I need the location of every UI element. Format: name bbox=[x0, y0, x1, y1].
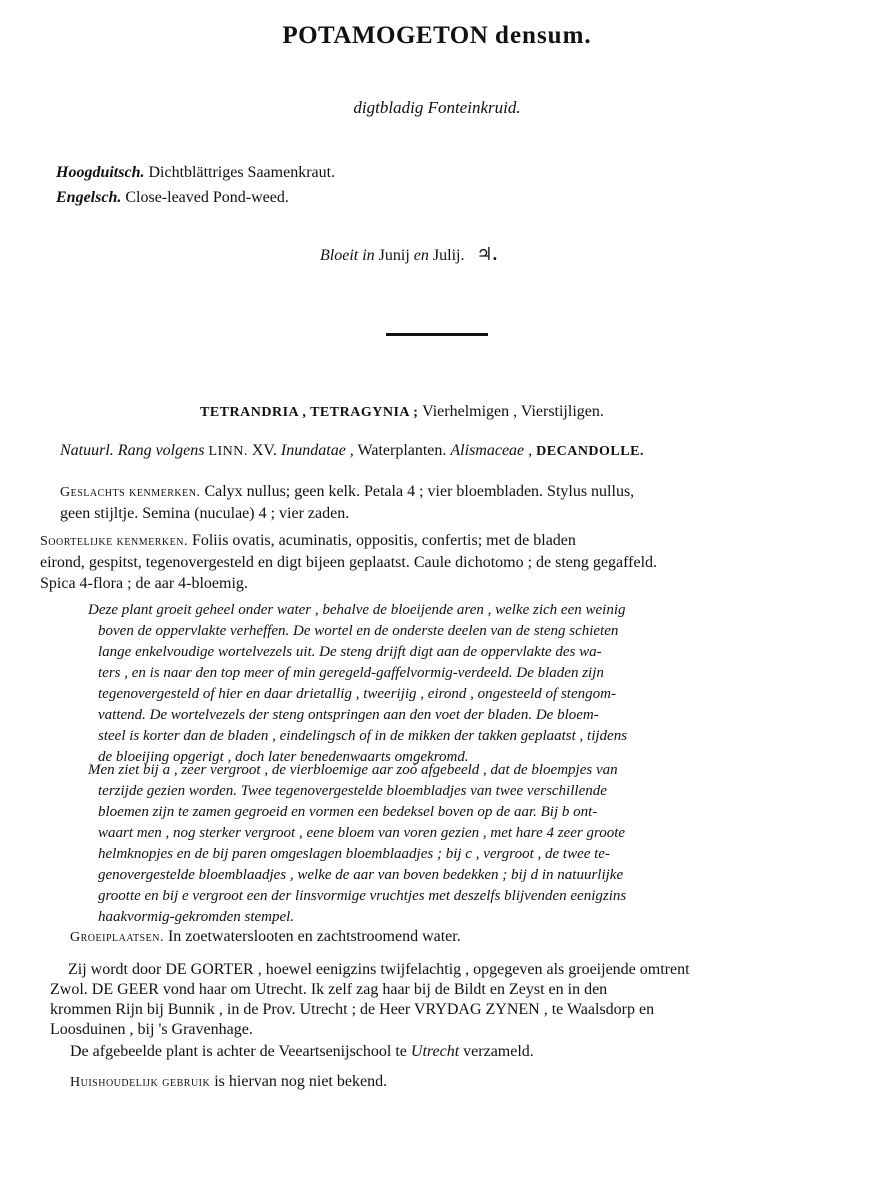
desc-line: grootte en bij e vergroot een der linsvormige vruchtjes met deszelfs blijvenden eenigzins bbox=[98, 888, 627, 904]
family-name: Alismaceae , bbox=[450, 442, 533, 459]
page-title bbox=[0, 22, 874, 50]
genus-line-1 bbox=[60, 481, 844, 503]
genus-characters bbox=[60, 481, 844, 524]
desc-line: genovergestelde bloemblaadjes , welke de aar van boven bedekken ; bij d in natuurlijke bbox=[98, 867, 624, 883]
vernacular-names bbox=[56, 160, 335, 210]
class-dutch: Vierhelmigen , Vierstijligen. bbox=[422, 403, 604, 420]
bloom-word: Bloeit bbox=[320, 247, 359, 264]
desc-line: boven de oppervlakte verheffen. De wortel en de onderste deelen van de steng schieten bbox=[98, 623, 619, 639]
bloom-word: in bbox=[362, 247, 375, 264]
desc-line: Deze plant groeit geheel onder water , behalve de bloeijende aren , welke zich een weinig bbox=[88, 602, 626, 618]
uses-text: is hiervan nog niet bekend. bbox=[214, 1073, 388, 1090]
dutch-name: digtbladig Fonteinkruid. bbox=[353, 98, 521, 117]
class-latin: TETRANDRIA , TETRAGYNIA ; bbox=[200, 405, 419, 420]
locality-line: Zij wordt door DE GORTER , hoewel eenigzins twijfelachtig , opgegeven als groeijende omtrent bbox=[68, 961, 690, 978]
species-line-3: Spica 4-flora ; de aar 4-bloemig. bbox=[40, 575, 248, 592]
description-paragraph-1 bbox=[88, 600, 844, 768]
specimen-note bbox=[70, 1043, 534, 1061]
desc-line: terzijde gezien worden. Twee tegenovergestelde bloembladjes van twee verschillende bbox=[98, 783, 607, 799]
desc-line: haakvormig-gekromden stempel. bbox=[98, 909, 295, 925]
author-decandolle: DECANDOLLE. bbox=[536, 444, 644, 459]
perennial-symbol: ♃. bbox=[476, 244, 498, 264]
species-text: Foliis ovatis, acuminatis, oppositis, confertis; met de bladen bbox=[191, 532, 576, 549]
bloom-month: Junij bbox=[378, 247, 410, 264]
economic-use bbox=[70, 1073, 387, 1091]
desc-line: tegenovergesteld of hier en daar drietallig , tweerijig , eirond , ongesteeld of stengom- bbox=[98, 686, 616, 702]
title-genus: POTAMOGETON bbox=[282, 22, 489, 49]
desc-line: vattend. De wortelvezels der steng ontspringen aan den voet der bladen. De bloem- bbox=[98, 707, 599, 723]
specimen-text: verzameld. bbox=[463, 1043, 534, 1060]
order-number: XV. bbox=[251, 442, 277, 459]
vernacular-name: Close-leaved Pond-weed. bbox=[125, 189, 289, 206]
description-paragraph-2 bbox=[88, 760, 844, 928]
desc-line: de bloeijing opgerigt , doch later benedenwaarts omgekromd. bbox=[98, 749, 469, 765]
flowering-time bbox=[320, 244, 497, 265]
vernacular-english bbox=[56, 185, 335, 210]
desc-line: bloemen zijn te zamen gegroeid en vormen een bedeksel boven op de aar. Bij b ont- bbox=[98, 804, 598, 820]
vernacular-name: Dichtblättriges Saamenkraut. bbox=[148, 164, 336, 181]
title-species: densum. bbox=[495, 22, 592, 49]
habitat-heading: Groeiplaatsen. bbox=[70, 930, 164, 945]
desc-line: lange enkelvoudige wortelvezels uit. De steng drijft digt aan de oppervlakte des wa- bbox=[98, 644, 602, 660]
specimen-place: Utrecht bbox=[410, 1043, 460, 1060]
species-line-1 bbox=[40, 530, 844, 552]
locality bbox=[50, 960, 844, 1040]
habitat-text: In zoetwaterslooten en zachtstroomend water. bbox=[167, 928, 461, 945]
linnaean-class bbox=[200, 403, 604, 421]
desc-line: waart men , nog sterker vergroot , eene bloem van voren gezien , met hare 4 zeer groote bbox=[98, 825, 626, 841]
locality-line: krommen Rijn bij Bunnik , in de Prov. Utrecht ; de Heer VRYDAG ZYNEN , te Waalsdorp en bbox=[50, 1001, 655, 1018]
author-linn: LINN. bbox=[208, 444, 248, 459]
uses-heading: Huishoudelijk gebruik bbox=[70, 1075, 211, 1090]
locality-line: Zwol. DE GEER vond haar om Utrecht. Ik zelf zag haar bij de Bildt en Zeyst en in den bbox=[50, 981, 608, 998]
species-line-2: eirond, gespitst, tegenovergesteld en digt bijeen geplaatst. Caule dichotomo ; de steng gegaffeld. bbox=[40, 554, 658, 571]
genus-text: Calyx nullus; geen kelk. Petala 4 ; vier bloembladen. Stylus nullus, bbox=[204, 483, 635, 500]
genus-heading: Geslachts kenmerken. bbox=[60, 485, 201, 500]
specimen-text: De afgebeelde plant is achter de Veeartsenijschool te bbox=[70, 1043, 407, 1060]
lang-label: Hoogduitsch. bbox=[56, 164, 145, 181]
order-dutch: Waterplanten. bbox=[357, 442, 447, 459]
lang-label: Engelsch. bbox=[56, 189, 122, 206]
locality-line: Loosduinen , bij 's Gravenhage. bbox=[50, 1021, 253, 1038]
desc-line: ters , en is naar den top meer of min geregeld-gaffelvormig-verdeeld. De bladen zijn bbox=[98, 665, 604, 681]
habitat bbox=[70, 928, 461, 946]
desc-line: steel is korter dan de bladen , eindelingsch of in de mikken der takken geplaatst , tijdens bbox=[98, 728, 628, 744]
species-heading: Soortelijke kenmerken. bbox=[40, 534, 188, 549]
genus-line-2: geen stijltje. Semina (nuculae) 4 ; vier zaden. bbox=[60, 505, 350, 522]
natural-order bbox=[60, 442, 644, 460]
desc-line: Men ziet bij a , zeer vergroot , de vierbloemige aar zoó afgebeeld , dat de bloempjes van bbox=[88, 762, 618, 778]
order-latin: Inundatae , bbox=[280, 442, 354, 459]
order-prefix: Natuurl. Rang volgens bbox=[60, 442, 205, 459]
bloom-word: en bbox=[413, 247, 429, 264]
vernacular-german bbox=[56, 160, 335, 185]
bloom-month: Julij. bbox=[432, 247, 465, 264]
divider-rule bbox=[386, 333, 488, 336]
desc-line: helmknopjes en de bij paren omgeslagen bloemblaadjes ; bij c , vergroot , de twee te- bbox=[98, 846, 610, 862]
species-characters bbox=[40, 530, 844, 594]
